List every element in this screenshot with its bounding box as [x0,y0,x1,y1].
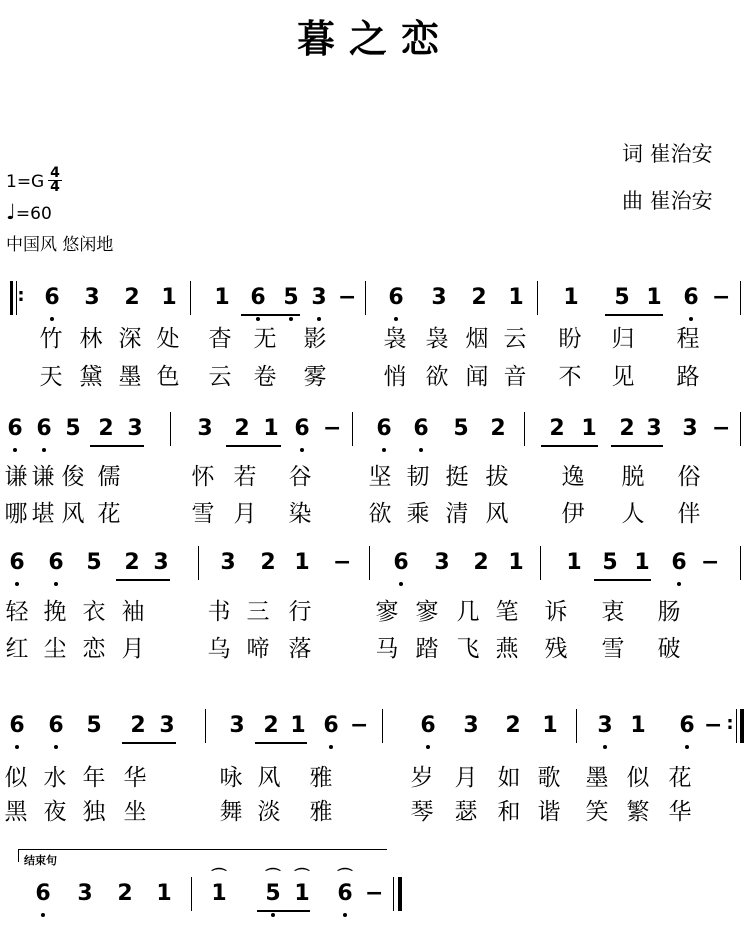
lyric-syllable: 色 [156,364,180,390]
dash-sustain: − [712,285,731,310]
lyric-syllable: 和 [497,799,521,825]
final-thin-barline [393,877,394,911]
lyric-syllable: 卷 [253,364,277,390]
lyric-row [0,593,750,623]
note: 6 [35,881,51,906]
barline [740,281,741,315]
note: 2 [619,416,635,441]
lyric-syllable: 华 [123,765,147,791]
barline [382,709,383,743]
lyric-syllable: 风 [485,501,509,527]
beam-underline [257,910,310,912]
lyric-syllable: 谦 [4,464,28,490]
lyric-syllable: 飞 [456,636,480,662]
lyric-syllable: 尘 [43,636,67,662]
beam-underline [122,742,176,744]
lyric-row [0,458,750,488]
note: 2 [549,416,565,441]
note: 1 [290,713,306,738]
lyric-syllable: 怀 [191,464,215,490]
note: 3 [463,713,479,738]
lyric-syllable: 雾 [303,364,327,390]
lyric-syllable: 坚 [368,464,392,490]
lyric-syllable: 雪 [601,636,625,662]
lyric-syllable: 风 [61,501,85,527]
note: 1 [630,713,646,738]
note: 2 [490,416,506,441]
lyric-syllable: 袅 [383,326,407,352]
note: 2 [260,550,276,575]
lyric-syllable: 雪 [191,501,215,527]
quarter-note-icon: ♩ [6,200,16,224]
note: 6 [7,416,23,441]
beam-underline [116,579,170,581]
beam-underline [90,445,144,447]
lyric-syllable: 盼 [558,326,582,352]
barline [576,709,577,743]
note: 6 [671,550,687,575]
lyric-syllable: 落 [288,636,312,662]
lyric-syllable: 挽 [43,599,67,625]
lyric-syllable: 华 [668,799,692,825]
lyric-syllable: 行 [288,599,312,625]
lyric-syllable: 林 [79,326,103,352]
note: 6 [388,285,404,310]
beam-underline [594,579,651,581]
note: 1 [566,550,582,575]
lyric-syllable: 诉 [544,599,568,625]
lyric-syllable: 杳 [208,326,232,352]
beam-underline [241,314,300,316]
note: 6 [36,416,52,441]
barline [369,546,370,580]
fermata-icon: ⌒ [211,867,227,885]
note: 3 [434,550,450,575]
lyric-syllable: 三 [246,599,270,625]
note: 2 [234,416,250,441]
lyric-syllable: 染 [288,501,312,527]
note: 1 [156,881,172,906]
lyric-syllable: 独 [82,799,106,825]
lyric-row [0,358,750,388]
lyric-syllable: 雅 [309,799,333,825]
note: 6 [294,416,310,441]
time-signature-numerator: 4 [50,165,60,181]
composer-credit: 曲 崔治安 [622,189,713,213]
dash-sustain: − [338,285,357,310]
note: 1 [508,285,524,310]
lyric-syllable: 岁 [410,765,434,791]
lyric-syllable: 哪 [4,501,28,527]
lyric-syllable: 踏 [415,636,439,662]
note: 6 [250,285,266,310]
note: 6 [679,713,695,738]
notation-line [0,277,750,317]
note: 6 [420,713,436,738]
lyric-syllable: 乌 [207,636,231,662]
lyric-syllable: 天 [39,364,63,390]
note: 1 [634,550,650,575]
note: 3 [311,285,327,310]
lyric-syllable: 风 [257,765,281,791]
lyric-syllable: 人 [621,501,645,527]
lyric-syllable: 淡 [257,799,281,825]
note: 2 [98,416,114,441]
lyric-syllable: 月 [121,636,145,662]
tempo-marking [6,200,52,224]
barline [191,877,192,911]
lyric-syllable: 拔 [485,464,509,490]
beam-underline [541,445,598,447]
lyric-syllable: 袅 [425,326,449,352]
dash-sustain: − [350,713,369,738]
note: 3 [682,416,698,441]
barline [198,546,199,580]
lyric-syllable: 伴 [677,501,701,527]
lyric-syllable: 谦 [31,464,55,490]
dash-sustain: − [365,881,384,906]
lyric-syllable: 竹 [39,326,63,352]
lyric-syllable: 花 [668,765,692,791]
beam-underline [605,314,663,316]
note: 3 [220,550,236,575]
note: 1 ⌒ [211,867,227,906]
lyric-syllable: 云 [208,364,232,390]
lyric-syllable: 见 [611,364,635,390]
lyric-syllable: 寥 [375,599,399,625]
lyric-syllable: 归 [611,326,635,352]
lyric-syllable: 清 [445,501,469,527]
barline [740,546,741,580]
repeat-dots: : [726,713,734,734]
lyric-syllable: 肠 [657,599,681,625]
lyric-syllable: 几 [456,599,480,625]
barline [540,546,541,580]
lyric-syllable: 韧 [406,464,430,490]
lyricist-credit: 词 崔治安 [622,142,713,166]
note: 5 [86,550,102,575]
lyric-syllable: 衷 [601,599,625,625]
note: 1 [508,550,524,575]
barline [524,412,525,446]
lyric-syllable: 笔 [495,599,519,625]
lyric-syllable: 儒 [97,464,121,490]
notation-line [0,705,750,745]
note: 6 [413,416,429,441]
beam-underline [611,445,663,447]
note: 3 [84,285,100,310]
key-signature: 1=G [6,172,45,192]
lyric-syllable: 程 [676,326,700,352]
lyric-syllable: 如 [497,765,521,791]
note: 1 [161,285,177,310]
lyric-syllable: 马 [375,636,399,662]
lyric-syllable: 瑟 [454,799,478,825]
lyric-syllable: 堪 [31,501,55,527]
lyric-syllable: 欲 [425,364,449,390]
lyric-syllable: 乘 [406,501,430,527]
note: 5 ⌒ [265,867,281,906]
fermata-icon: ⌒ [337,867,353,885]
lyric-syllable: 俊 [61,464,85,490]
lyric-syllable: 悄 [383,364,407,390]
lyric-syllable: 俗 [677,464,701,490]
barline [352,412,353,446]
note: 5 [65,416,81,441]
note: 1 [581,416,597,441]
note: 3 [229,713,245,738]
note: 1 [263,416,279,441]
lyric-syllable: 燕 [495,636,519,662]
lyric-syllable: 欲 [368,501,392,527]
lyric-syllable: 谷 [288,464,312,490]
lyric-syllable: 深 [118,326,142,352]
lyric-syllable: 逸 [561,464,585,490]
beam-underline [255,742,307,744]
note: 5 [614,285,630,310]
lyric-syllable: 坐 [123,799,147,825]
note: 1 [214,285,230,310]
lyric-syllable: 路 [676,364,700,390]
note: 1 [563,285,579,310]
lyric-syllable: 歌 [537,765,561,791]
lyric-syllable: 谐 [537,799,561,825]
lyric-syllable: 舞 [219,799,243,825]
barline [170,412,171,446]
lyric-syllable: 轻 [5,599,29,625]
lyric-syllable: 夜 [43,799,67,825]
lyric-syllable: 红 [5,636,29,662]
lyric-syllable: 黛 [79,364,103,390]
barline [537,281,538,315]
note: 2 [124,285,140,310]
time-signature [48,167,62,194]
repeat-dots: : [17,285,25,306]
note: 5 [602,550,618,575]
note: 3 [597,713,613,738]
lyric-syllable: 啼 [246,636,270,662]
note: 6 [683,285,699,310]
tempo-value: =60 [15,204,52,224]
lyric-syllable: 琴 [410,799,434,825]
lyric-syllable: 繁 [626,799,650,825]
note: 3 [431,285,447,310]
note: 6 [44,285,60,310]
note: 1 [646,285,662,310]
lyric-syllable: 年 [82,765,106,791]
note: 2 [117,881,133,906]
dash-sustain: − [712,416,731,441]
repeat-start-barline [10,281,13,315]
note: 6 ⌒ [337,867,353,906]
lyric-row [0,320,750,350]
note: 6 [393,550,409,575]
beam-underline [226,445,281,447]
song-title: 暮之恋 [296,17,453,61]
note: 6 [9,550,25,575]
note: 2 [124,550,140,575]
lyric-syllable: 恋 [82,636,106,662]
lyric-syllable: 书 [207,599,231,625]
note: 2 [263,713,279,738]
lyric-syllable: 闻 [465,364,489,390]
lyric-syllable: 挺 [445,464,469,490]
lyric-syllable: 黑 [4,799,28,825]
note: 2 [505,713,521,738]
note: 1 ⌒ [294,867,310,906]
lyric-syllable: 墨 [585,765,609,791]
note: 3 [127,416,143,441]
lyric-syllable: 伊 [561,501,585,527]
lyric-syllable: 处 [156,326,180,352]
lyric-row [0,495,750,525]
notation-line [0,542,750,582]
note: 2 [130,713,146,738]
repeat-end-barline [740,709,744,743]
lyric-row [0,759,750,789]
lyric-syllable: 烟 [465,326,489,352]
note: 1 [542,713,558,738]
note: 3 [77,881,93,906]
lyric-syllable: 月 [454,765,478,791]
barline [740,412,741,446]
lyric-syllable: 花 [97,501,121,527]
lyric-syllable: 月 [233,501,257,527]
lyric-syllable: 不 [558,364,582,390]
lyric-syllable: 似 [626,765,650,791]
note: 6 [323,713,339,738]
lyric-syllable: 雅 [309,765,333,791]
dash-sustain: − [323,416,342,441]
lyric-syllable: 衣 [82,599,106,625]
repeat-end-thin-barline [736,709,737,743]
note: 3 [197,416,213,441]
lyric-syllable: 水 [43,765,67,791]
note: 2 [473,550,489,575]
barline [190,281,191,315]
note: 6 [376,416,392,441]
fermata-icon: ⌒ [265,867,281,885]
note: 5 [453,416,469,441]
note: 3 [159,713,175,738]
lyric-syllable: 无 [253,326,277,352]
note: 6 [48,550,64,575]
lyric-syllable: 袖 [121,599,145,625]
lyric-row [0,793,750,823]
barline [365,281,366,315]
lyric-syllable: 似 [4,765,28,791]
lyric-syllable: 脱 [621,464,645,490]
fermata-icon: ⌒ [294,867,310,885]
final-barline [398,877,402,911]
lyric-syllable: 寥 [415,599,439,625]
note: 3 [646,416,662,441]
coda-label: 结束句 [24,854,57,867]
notation-line [0,408,750,448]
lyric-syllable: 若 [233,464,257,490]
dash-sustain: − [333,550,352,575]
note: 3 [153,550,169,575]
lyric-syllable: 残 [544,636,568,662]
lyric-syllable: 咏 [219,765,243,791]
note: 5 [86,713,102,738]
note: 6 [48,713,64,738]
lyric-syllable: 墨 [118,364,142,390]
lyric-syllable: 影 [303,326,327,352]
note: 1 [294,550,310,575]
dash-sustain: − [704,713,723,738]
style-marking: 中国风 悠闲地 [6,235,114,255]
note: 2 [471,285,487,310]
lyric-syllable: 破 [657,636,681,662]
notation-line [0,867,750,913]
lyric-syllable: 笑 [585,799,609,825]
dash-sustain: − [701,550,720,575]
note: 5 [283,285,299,310]
lyric-syllable: 音 [503,364,527,390]
time-signature-denominator: 4 [48,180,62,194]
note: 6 [9,713,25,738]
coda-bracket [18,849,387,862]
lyric-row [0,630,750,660]
lyric-syllable: 云 [503,326,527,352]
barline [205,709,206,743]
